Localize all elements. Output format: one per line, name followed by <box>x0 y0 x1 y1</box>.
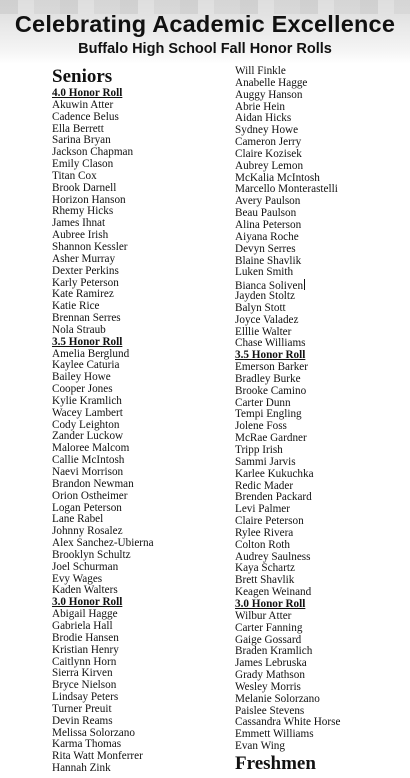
name-label: Aubree Irish <box>52 229 109 242</box>
name-label: Kaya Schartz <box>235 562 295 575</box>
heading-label: 3.0 Honor Roll <box>235 597 306 610</box>
name-label: Gabriela Hall <box>52 619 113 632</box>
name-label: Orion Ostheimer <box>52 489 128 502</box>
name-label: Grady Mathson <box>235 669 305 682</box>
name-label: Melissa Solorzano <box>52 726 135 739</box>
name-label: Avery Paulson <box>235 195 301 208</box>
name-label: Nola Straub <box>52 323 106 336</box>
name-label: James Lebruska <box>235 657 307 670</box>
name-label: Jackson Chapman <box>52 146 134 159</box>
name-label: Brooklyn Schultz <box>52 548 131 561</box>
name-label: Chase Williams <box>235 337 306 350</box>
name-label: Abigail Hagge <box>52 608 118 621</box>
name-label: McKalia McIntosh <box>235 171 320 184</box>
name-label: Wacey Lambert <box>52 406 123 419</box>
name-label: Akuwin Atter <box>52 98 114 111</box>
name-label: Brandon Newman <box>52 477 134 490</box>
name-label: Aiyana Roche <box>235 230 299 243</box>
name-label: Joel Schurman <box>52 560 119 573</box>
name-label: Hannah Zink <box>52 762 111 775</box>
name-label: Katie Rice <box>52 300 100 313</box>
heading-label: 4.0 Honor Roll <box>52 87 123 99</box>
name-label: Turner Preuit <box>52 702 112 715</box>
name-label: Balyn Stott <box>235 301 286 314</box>
name-label: Elllie Walter <box>235 325 292 338</box>
name-label: Evan Wing <box>235 740 285 753</box>
name-label: Titan Cox <box>52 169 97 182</box>
name-label: Callie McIntosh <box>52 454 125 467</box>
header-banner <box>0 0 410 64</box>
name-label: Kristian Henry <box>52 643 119 656</box>
name-label: Karma Thomas <box>52 738 122 751</box>
name-label: Rita Watt Monferrer <box>52 750 143 763</box>
student-name <box>235 267 340 279</box>
name-label: Emerson Barker <box>235 361 309 374</box>
name-label: Kylie Kramlich <box>52 394 122 407</box>
name-label: Keagen Weinand <box>235 586 312 599</box>
name-label: Amelia Berglund <box>52 347 130 360</box>
name-label: Redic Mader <box>235 479 294 492</box>
name-label: Alex Sanchez-Ubierna <box>52 537 154 550</box>
name-label: Kaylee Caturia <box>52 359 120 372</box>
name-label: Brooke Camino <box>235 384 307 397</box>
name-label: Bryce Nielson <box>52 679 117 692</box>
name-label: Braden Kramlich <box>235 645 313 658</box>
name-label: Cameron Jerry <box>235 136 302 149</box>
name-label: Ella Berrett <box>52 122 104 135</box>
name-label: Jolene Foss <box>235 420 287 433</box>
name-label: Aidan Hicks <box>235 112 292 125</box>
name-label: Devin Reams <box>52 714 113 727</box>
name-label: Blaine Shavlik <box>235 254 302 267</box>
name-label: Jayden Stoltz <box>235 290 295 303</box>
name-label: Tempi Engling <box>235 408 302 421</box>
name-label: Horizon Hanson <box>52 193 126 206</box>
name-label: Carter Dunn <box>235 396 291 409</box>
text-cursor <box>304 279 305 290</box>
name-label: Kate Ramirez <box>52 288 114 301</box>
name-label: Levi Palmer <box>235 503 290 516</box>
name-label: Karly Peterson <box>52 276 119 289</box>
name-label: Lindsay Peters <box>52 691 119 704</box>
name-label: Maloree Malcom <box>52 442 130 455</box>
name-label: Will Finkle <box>235 65 286 77</box>
name-label: Sydney Howe <box>235 124 299 137</box>
name-label: Cooper Jones <box>52 383 113 396</box>
name-label: Beau Paulson <box>235 207 297 220</box>
name-label: Colton Roth <box>235 538 291 551</box>
name-label: Rylee Rivera <box>235 526 294 539</box>
name-label: Alina Peterson <box>235 218 302 231</box>
heading-label: 3.0 Honor Roll <box>52 596 123 609</box>
name-label: James Ihnat <box>52 217 106 230</box>
name-label: Abrie Hein <box>235 100 286 113</box>
name-label: McRae Gardner <box>235 432 307 445</box>
name-label: Carter Fanning <box>235 621 303 634</box>
section-title-freshmen: Freshmen <box>235 752 316 774</box>
name-label: Luken Smith <box>235 266 294 279</box>
name-label: Wesley Morris <box>235 680 301 693</box>
name-label: Brodie Hansen <box>52 631 119 644</box>
name-label: Brenden Packard <box>235 491 312 504</box>
name-label: Logan Peterson <box>52 501 122 514</box>
name-label: Brennan Serres <box>52 312 121 325</box>
name-label: Wilbur Atter <box>235 609 292 622</box>
name-label: Karlee Kukuchka <box>235 467 314 480</box>
name-label: Sarina Bryan <box>52 134 111 147</box>
name-label: Evy Wages <box>52 572 103 585</box>
name-label: Emmett Williams <box>235 728 314 741</box>
name-label: Brett Shavlik <box>235 574 295 587</box>
name-label: Claire Peterson <box>235 515 304 528</box>
name-label: Johnny Rosalez <box>52 525 123 538</box>
name-label: Joyce Valadez <box>235 313 299 326</box>
name-label: Cassandra White Horse <box>235 716 341 729</box>
name-label: Anabelle Hagge <box>235 76 308 89</box>
name-label: Audrey Saulness <box>235 550 311 563</box>
name-label: Tripp Irish <box>235 444 283 456</box>
name-label: Shannon Kessler <box>52 240 128 253</box>
name-label: Naevi Morrison <box>52 466 124 478</box>
name-label: Sierra Kirven <box>52 667 113 680</box>
left-column <box>52 66 154 775</box>
name-label: Claire Kozisek <box>235 147 302 160</box>
name-label: Sammi Jarvis <box>235 455 296 468</box>
student-name <box>52 763 154 775</box>
name-label: Bianca Soliven <box>235 280 304 293</box>
name-label: Brook Darnell <box>52 181 117 194</box>
heading-label: 3.5 Honor Roll <box>235 349 306 362</box>
name-label: Gaige Gossard <box>235 633 302 646</box>
student-name <box>235 741 340 753</box>
right-column <box>235 66 340 775</box>
name-label: Dexter Perkins <box>52 264 119 277</box>
name-label: Aubrey Lemon <box>235 159 304 172</box>
name-label: Paislee Stevens <box>235 704 305 717</box>
heading-label: 3.5 Honor Roll <box>52 335 123 348</box>
name-label: Emily Clason <box>52 158 114 171</box>
name-label: Cody Leighton <box>52 418 120 431</box>
name-label: Marcello Monterastelli <box>235 183 338 196</box>
name-label: Devyn Serres <box>235 242 296 255</box>
name-label: Bradley Burke <box>235 372 301 385</box>
name-label: Kaden Walters <box>52 584 118 597</box>
name-label: Lane Rabel <box>52 513 104 526</box>
page-title: Celebrating Academic Excellence <box>14 11 396 37</box>
name-label: Zander Luckow <box>52 430 124 443</box>
page-subtitle: Buffalo High School Fall Honor Rolls <box>78 41 332 57</box>
name-label: Caitlynn Horn <box>52 655 117 668</box>
name-label: Rhemy Hicks <box>52 205 114 218</box>
section-title-seniors: Seniors <box>52 66 113 87</box>
name-label: Cadence Belus <box>52 110 119 123</box>
name-label: Asher Murray <box>52 252 116 265</box>
name-label: Melanie Solorzano <box>235 692 320 705</box>
name-label: Auggy Hanson <box>235 88 303 101</box>
name-label: Bailey Howe <box>52 371 111 384</box>
